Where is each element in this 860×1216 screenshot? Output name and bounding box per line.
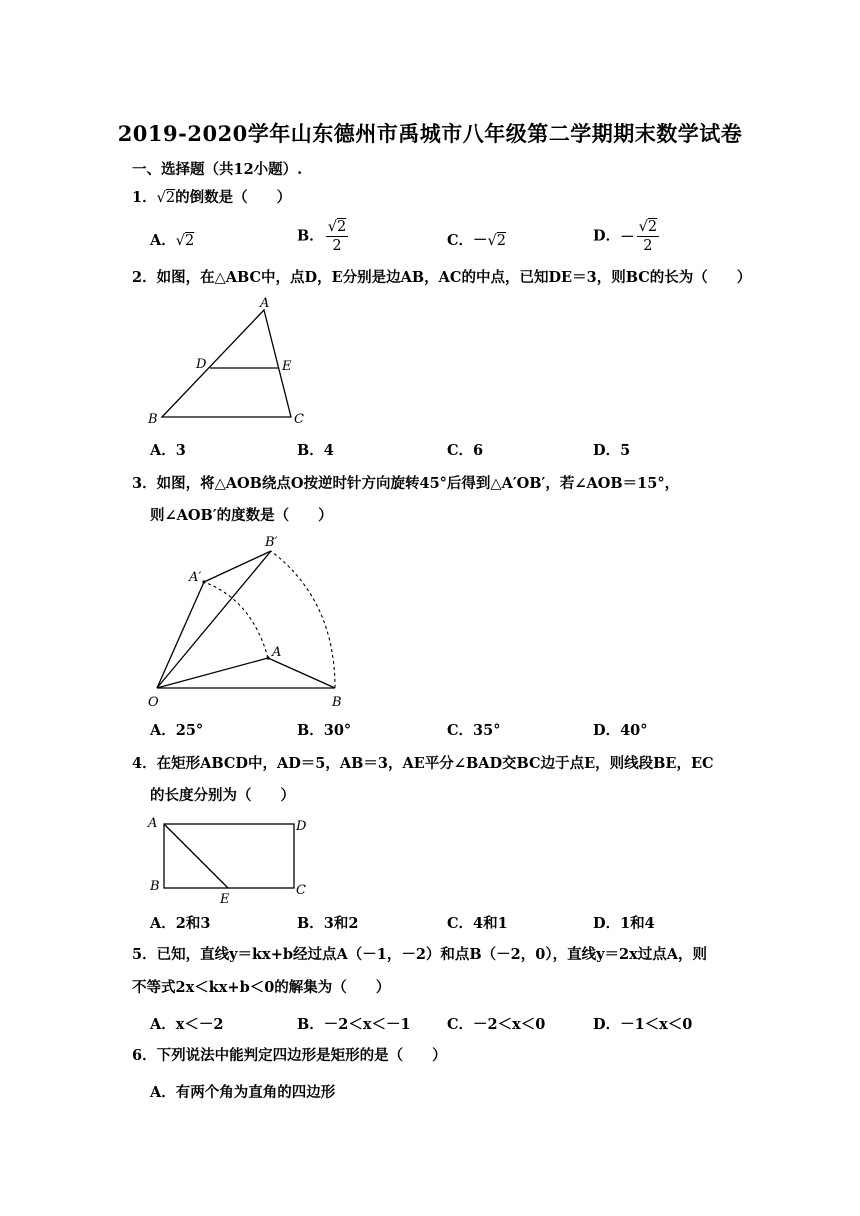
fraction: $\frac{√2}{2}$ [638,219,658,254]
q6-option-a: A．有两个角为直角的四边形 [150,1084,336,1101]
label-b: B [332,695,342,710]
sqrt-expression: √2 [156,190,176,206]
q1-option-d: D．－ $\frac{√2}{2}$ [593,219,658,254]
label-d: D [296,819,307,834]
label-e: E [282,359,292,374]
q2-option-d: D．5 [593,442,631,459]
q2-option-c: C．6 [447,442,484,459]
section-heading: 一、选择题（共12小题）. [132,161,303,178]
q5-option-b: B．－2＜x＜－1 [297,1016,411,1033]
segment-oa [157,658,268,688]
rectangle-abcd-figure [140,810,320,906]
segment-ob-prime [157,551,271,688]
question-6-stem: 6．下列说法中能判定四边形是矩形的是（ ） [132,1047,447,1064]
label-a: A [148,816,158,831]
triangle-abc-figure [140,296,310,428]
label-o: O [148,695,159,710]
question-3-stem-line-1: 3．如图，将△AOB绕点O按逆时针方向旋转45°后得到△A′OB′，若∠AOB＝15°， [132,475,680,492]
q2-option-a: A．3 [150,442,186,459]
q3-option-a: A．25° [150,722,204,739]
q4-option-b: B．3和2 [297,915,359,932]
q4-option-c: C．4和1 [447,915,508,932]
label-b-prime: B′ [265,535,278,550]
question-4-stem-line-1: 4．在矩形ABCD中，AD＝5，AB＝3，AE平分∠BAD交BC边于点E，则线段BE，EC [132,755,714,772]
q5-option-a: A．x＜－2 [150,1016,224,1033]
q2-option-b: B．4 [297,442,334,459]
q4-option-d: D．1和4 [593,915,655,932]
question-3-stem-line-2: 则∠AOB′的度数是（ ） [150,507,333,524]
label-b: B [148,412,158,427]
fraction: $\frac{√2}{2}$ [327,219,347,254]
question-4-stem-line-2: 的长度分别为（ ） [150,787,295,804]
triangle-abc [162,310,291,417]
question-1-stem [132,188,291,208]
question-5-stem-line-2: 不等式2x＜kx+b＜0的解集为（ ） [132,979,391,996]
label-a-prime: A′ [189,570,202,585]
question-5-stem-line-1: 5．已知，直线y＝kx+b经过点A（－1，－2）和点B（－2，0），直线y＝2x过点A，则 [132,946,708,963]
q3-option-d: D．40° [593,722,648,739]
page-title: 2019-2020学年山东德州市禹城市八年级第二学期期末数学试卷 [117,121,743,146]
label-d: D [196,357,207,372]
label-a: A [260,296,270,311]
question-text: 的倒数是（ ） [175,189,292,206]
q4-option-a: A．2和3 [150,915,211,932]
q1-option-b: B． $\frac{√2}{2}$ [297,219,347,254]
segment-ae [164,824,228,888]
q5-option-d: D．－1＜x＜0 [593,1016,693,1033]
label-e: E [220,892,230,906]
segment-a-prime-b-prime [204,551,271,582]
question-number: 1． [132,189,157,206]
question-2-stem: 2．如图，在△ABC中，点D，E分别是边AB，AC的中点，已知DE＝3，则BC的长为（ ） [132,269,752,286]
label-c: C [294,412,304,427]
q1-option-c: C．－√2 [447,232,507,249]
label-b: B [150,879,160,894]
q1-option-a: A．√2 [150,232,195,249]
label-c: C [296,883,306,898]
segment-ab [268,658,335,688]
label-a: A [272,645,282,660]
rotation-figure [140,530,360,712]
segment-oa-prime [157,582,204,688]
q5-option-c: C．－2＜x＜0 [447,1016,546,1033]
q3-option-b: B．30° [297,722,352,739]
q3-option-c: C．35° [447,722,501,739]
arc-b-to-b-prime [271,551,335,688]
rectangle-abcd [164,824,294,888]
